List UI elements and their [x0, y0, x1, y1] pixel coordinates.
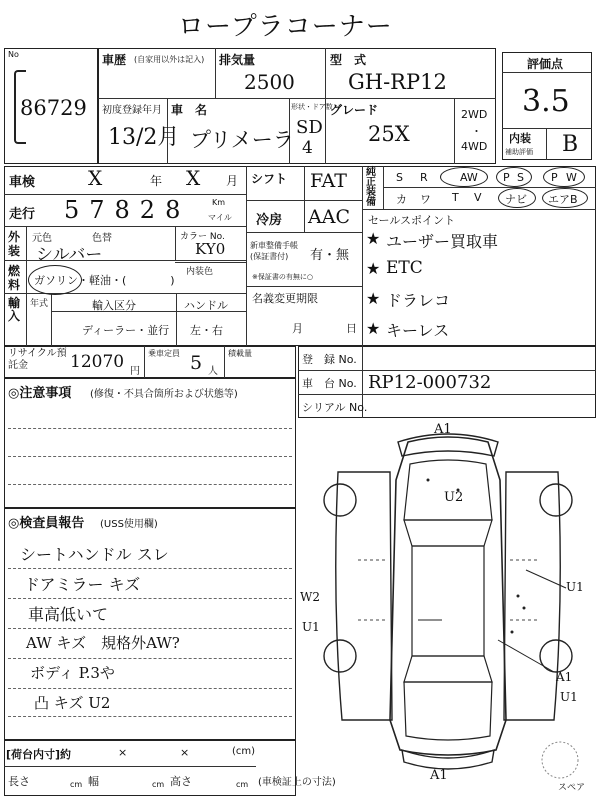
- shift-label: シフト: [251, 172, 288, 186]
- doors-value: 4: [302, 138, 313, 158]
- model-label: 型 式: [330, 53, 367, 67]
- import-year-label: 年式: [30, 299, 49, 309]
- report-line-5: ボディ P.3や: [30, 664, 115, 682]
- equip-ka: カ: [396, 193, 407, 206]
- handle-label: ハンドル: [184, 299, 228, 312]
- fuel-label: 燃料: [8, 264, 21, 292]
- color-value: シルバー: [36, 245, 103, 265]
- color-label: 外装: [8, 230, 21, 258]
- shift-value: FAT: [310, 170, 347, 192]
- diagram-mark-u2-hood: U2: [444, 490, 464, 505]
- equip-wa: ワ: [420, 193, 431, 206]
- grade-label: グレード: [330, 103, 379, 117]
- drive-2wd: 2WD: [461, 108, 488, 121]
- recycle-unit: 円: [130, 366, 140, 377]
- equip-pw-circle-icon: [543, 167, 585, 187]
- drive-4wd: 4WD: [461, 140, 488, 153]
- report-line-3: 車高低いて: [28, 605, 109, 624]
- equip-airbag: エアB: [548, 193, 578, 206]
- equip-pw-w: W: [566, 171, 577, 184]
- chassis-no-value: RP12-000732: [368, 372, 492, 393]
- star-icon: ★: [366, 259, 381, 278]
- star-icon: ★: [366, 229, 381, 248]
- score-value: 3.5: [522, 84, 570, 119]
- sales-point-1: ユーザー買取車: [386, 232, 499, 251]
- cargo-note: (車検証上の寸法): [258, 777, 336, 788]
- lot-no-label: No: [8, 50, 19, 59]
- diagram-mark-a1-rear: A1: [430, 768, 448, 783]
- equip-ps-s: S: [517, 171, 524, 184]
- equip-t: T: [452, 191, 459, 204]
- interior-score-label: 内装: [509, 132, 531, 145]
- cargo-length-label: 長さ: [8, 775, 30, 788]
- capacity-unit: 人: [208, 366, 218, 377]
- fuel-value: ガソリン・軽油・( ): [34, 274, 175, 287]
- report-sub: (USS使用欄): [100, 519, 158, 530]
- color-code-label: カラー No.: [180, 232, 225, 242]
- inspection-x1: X: [88, 166, 103, 190]
- equip-navi-circle-icon: [498, 188, 536, 208]
- diagram-mark-a1-right: A1: [556, 670, 573, 684]
- ac-value: AAC: [308, 206, 350, 228]
- inspection-x2: X: [186, 166, 201, 190]
- equipment-label: 純正装備: [366, 167, 376, 208]
- name-change-month: 月: [292, 322, 303, 335]
- equip-pw-p: P: [551, 171, 558, 184]
- report-line-4: AW キズ 規格外AW?: [26, 634, 180, 652]
- load-label: 積載量: [228, 349, 252, 358]
- cargo-width-label: 幅: [88, 775, 99, 788]
- history-note: (自家用以外は記入): [134, 55, 205, 64]
- cargo-length-cm: cm: [70, 780, 83, 789]
- equip-aw-circle-icon: [440, 167, 488, 187]
- mileage-label: 走行: [9, 207, 36, 222]
- cargo-height-label: 高さ: [170, 775, 192, 788]
- drive-dot: ・: [471, 125, 482, 138]
- import-class-label: 輸入区分: [92, 299, 136, 312]
- diagram-mark-w2-left: W2: [300, 590, 320, 604]
- color-change-label: 色替: [92, 233, 112, 244]
- equip-aw: AW: [460, 171, 478, 184]
- sales-point-2: ETC: [386, 258, 423, 278]
- equip-v: V: [474, 191, 482, 204]
- displacement-value: 2500: [244, 70, 295, 94]
- interior-score-value: B: [562, 132, 579, 157]
- capacity-value: 5: [190, 352, 203, 374]
- body-type-value: SD: [296, 117, 323, 138]
- sales-point-4: キーレス: [386, 321, 450, 340]
- name-label: 車 名: [171, 103, 208, 117]
- service-note: ※保証書の有無に○: [252, 273, 313, 281]
- sales-point-3: ドラレコ: [386, 291, 451, 310]
- star-icon: ★: [366, 289, 381, 308]
- diagram-mark-a1-front: A1: [434, 422, 452, 437]
- equip-navi: ナビ: [505, 193, 527, 206]
- inspection-month: 月: [226, 174, 239, 188]
- mileage-unit-km: Km: [212, 198, 226, 207]
- history-label: 車歴: [102, 53, 127, 67]
- sales-points-label: セールスポイント: [368, 214, 456, 227]
- mileage-value: 57828: [64, 196, 191, 224]
- interior-score-sub: 補助評価: [505, 148, 533, 156]
- mileage-unit-mile: マイル: [208, 213, 232, 222]
- equip-ps-circle-icon: [496, 167, 532, 187]
- equip-r: R: [420, 171, 428, 184]
- service-label: 新車整備手帳(保証書付): [250, 241, 298, 261]
- serial-no-label: シリアル No.: [302, 401, 368, 414]
- diagram-mark-u1-left: U1: [302, 620, 320, 634]
- equip-s: S: [396, 171, 403, 184]
- cargo-unit: (cm): [232, 746, 256, 757]
- diagram-mark-u1-rear: U1: [560, 690, 578, 704]
- import-label: 輸入: [8, 296, 21, 323]
- report-label: ◎検査員報告: [8, 516, 85, 531]
- recycle-label: リサイクル預託金: [8, 348, 67, 371]
- spare-label: スペア: [558, 783, 586, 793]
- name-change-day: 日: [346, 322, 357, 335]
- handle-value: 左・右: [190, 324, 223, 337]
- cargo-height-cm: cm: [236, 780, 249, 789]
- registration-no-label: 登 録 No.: [302, 353, 357, 366]
- ac-label: 冷房: [256, 213, 283, 228]
- inspection-year: 年: [150, 174, 163, 188]
- recycle-value: 12070: [70, 352, 125, 372]
- color-code-value: KY0: [195, 240, 226, 258]
- displacement-label: 排気量: [219, 53, 256, 67]
- doors-label: 形状・ドア数: [291, 103, 333, 111]
- inspection-label: 車検: [9, 175, 36, 190]
- report-line-1: シートハンドル スレ: [20, 545, 169, 564]
- interior-color-label: 内装色: [186, 267, 214, 277]
- score-label: 評価点: [527, 57, 564, 71]
- star-icon: ★: [366, 319, 381, 338]
- cargo-x2: ×: [180, 746, 190, 759]
- color-original-label: 元色: [32, 233, 52, 244]
- cargo-width-cm: cm: [152, 780, 165, 789]
- grade-value: 25X: [368, 122, 410, 146]
- first-reg-value: 13/2月: [108, 125, 180, 150]
- diagram-mark-u1-right: U1: [566, 580, 584, 594]
- page-title: ロープラコーナー: [178, 12, 393, 42]
- first-reg-label: 初度登録年月: [102, 105, 162, 116]
- car-name-value: プリメーラ: [190, 128, 294, 152]
- equip-airbag-circle-icon: [542, 188, 588, 208]
- report-line-2: ドアミラー キズ: [24, 575, 141, 594]
- equip-ps-p: P: [503, 171, 510, 184]
- service-value: 有・無: [310, 248, 350, 263]
- car-damage-diagram: [298, 420, 598, 790]
- lot-number: 86729: [20, 96, 87, 120]
- cargo-label: [荷台内寸]約: [6, 748, 72, 761]
- capacity-label: 乗車定員: [148, 349, 180, 358]
- model-value: GH-RP12: [348, 70, 447, 94]
- cargo-x1: ×: [118, 746, 128, 759]
- import-class-value: ディーラー・並行: [82, 324, 170, 337]
- notes-sub: (修復・不具合箇所および状態等): [90, 389, 238, 400]
- notes-label: ◎注意事項: [8, 386, 72, 401]
- chassis-no-label: 車 台 No.: [302, 377, 357, 390]
- report-line-6: 凸 キズ U2: [34, 694, 111, 712]
- name-change-label: 名義変更期限: [252, 292, 318, 305]
- fuel-circle-icon: [28, 265, 82, 295]
